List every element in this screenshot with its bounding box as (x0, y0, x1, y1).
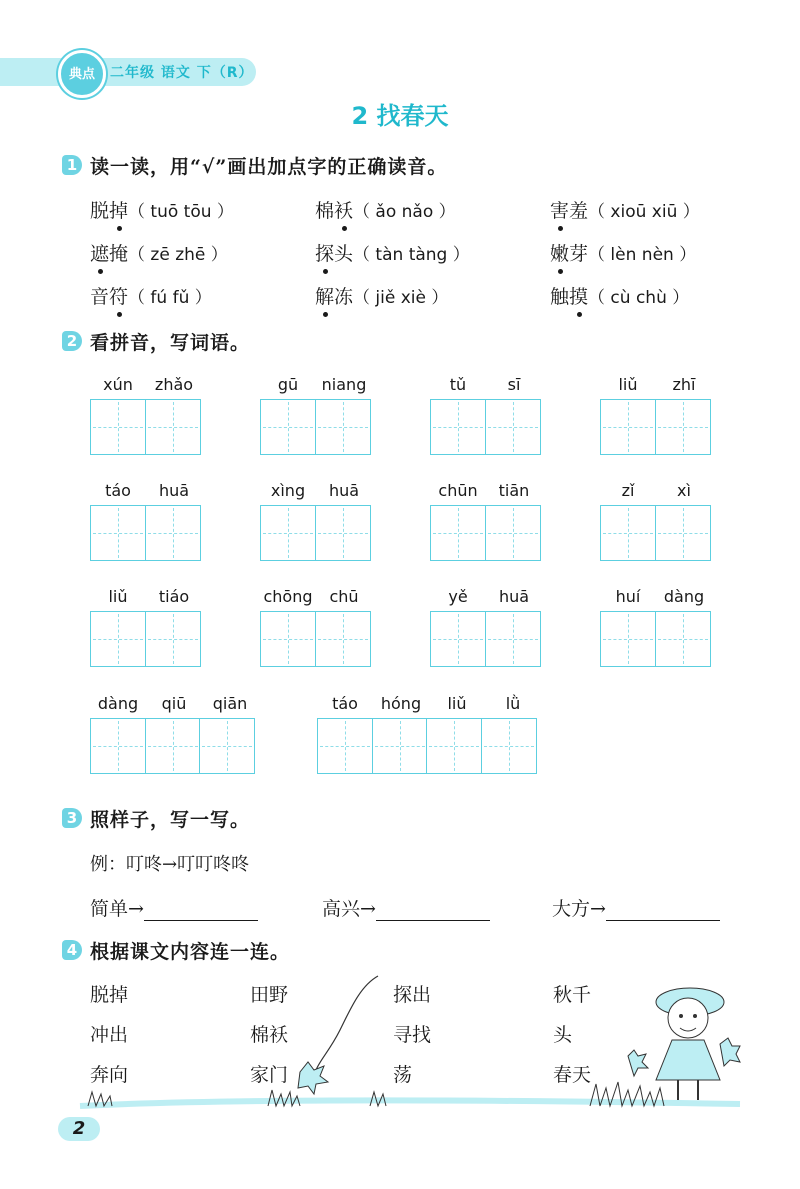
swing-line-icon (316, 976, 378, 1070)
writing-grid (600, 505, 711, 561)
q1-char: 羞 (569, 200, 589, 222)
pinyin-syllable: chūn (438, 481, 478, 500)
pinyin-syllable: chū (329, 587, 359, 606)
tianzige-cell[interactable] (600, 399, 656, 455)
pinyin-label (90, 375, 202, 394)
pinyin-label (90, 694, 258, 713)
tianzige-cell[interactable] (430, 611, 486, 667)
q1-pinyin-options[interactable]: （ tàn tàng ） (353, 245, 470, 265)
grade-label: 二年级 语文 下（R） (110, 65, 254, 81)
pinyin-syllable: dàng (663, 587, 705, 606)
writing-grid (90, 399, 201, 455)
q1-char: 害 (550, 200, 570, 222)
tianzige-cell[interactable] (145, 399, 201, 455)
q3-item-1-text: 简单→ (90, 898, 144, 920)
pinyin-syllable: zǐ (621, 481, 635, 500)
match-word[interactable]: 冲出 (90, 1024, 129, 1046)
q1-pinyin-options[interactable]: （ lèn nèn ） (588, 245, 697, 265)
pinyin-syllable: huí (615, 587, 641, 606)
question-number-1: 1 (62, 155, 82, 175)
q1-char: 芽 (569, 243, 589, 265)
match-word[interactable]: 棉袄 (250, 1024, 289, 1046)
q1-char: 掉 (109, 200, 129, 222)
pinyin-label (600, 375, 712, 394)
pinyin-syllable: qiān (212, 694, 248, 713)
tianzige-cell[interactable] (481, 718, 537, 774)
question-3-example: 例：叮咚→叮叮咚咚 (90, 854, 250, 875)
tianzige-cell[interactable] (315, 505, 371, 561)
pinyin-syllable: qiū (161, 694, 187, 713)
q3-item-2 (322, 894, 490, 921)
writing-grid (600, 399, 711, 455)
q1-item (315, 196, 456, 223)
writing-grid (430, 399, 541, 455)
writing-grid (317, 718, 537, 774)
pinyin-label (90, 587, 202, 606)
q3-item-3-text: 大方→ (552, 898, 606, 920)
answer-line[interactable] (376, 919, 490, 921)
tianzige-cell[interactable] (655, 611, 711, 667)
pinyin-syllable: xì (677, 481, 691, 500)
pinyin-syllable: yě (448, 587, 468, 606)
pinyin-syllable: liǔ (618, 375, 638, 394)
q1-char: 探 (315, 243, 335, 265)
decorative-illustration (0, 960, 800, 1120)
question-2-instruction: 看拼音，写词语。 (90, 332, 251, 354)
tianzige-cell[interactable] (145, 611, 201, 667)
q1-char: 掩 (109, 243, 129, 265)
match-word[interactable]: 寻找 (393, 1024, 432, 1046)
pinyin-syllable: huā (328, 481, 360, 500)
match-word[interactable]: 奔向 (90, 1064, 129, 1086)
q1-item (90, 196, 234, 223)
q1-pinyin-options[interactable]: （ ǎo nǎo ） (353, 202, 456, 222)
tianzige-cell[interactable] (485, 505, 541, 561)
pinyin-syllable: tiān (498, 481, 530, 500)
match-word[interactable]: 春天 (553, 1064, 592, 1086)
match-word[interactable]: 田野 (250, 984, 289, 1006)
pinyin-syllable: táo (332, 694, 358, 713)
pinyin-syllable: dàng (97, 694, 139, 713)
q1-char: 触 (550, 286, 570, 308)
ground-line (80, 1100, 740, 1106)
tianzige-cell[interactable] (372, 718, 428, 774)
pinyin-label (600, 481, 712, 500)
q1-item (315, 239, 470, 266)
q1-pinyin-options[interactable]: （ fú fǔ ） (128, 288, 212, 308)
leaf-icon (298, 1062, 328, 1094)
q1-char: 冻 (334, 286, 354, 308)
tianzige-cell[interactable] (426, 718, 482, 774)
pinyin-label (90, 481, 202, 500)
writing-grid (600, 611, 711, 667)
q1-item (90, 282, 212, 309)
tianzige-cell[interactable] (430, 399, 486, 455)
page-number: 2 (58, 1117, 100, 1141)
q1-pinyin-options[interactable]: （ zē zhē ） (128, 245, 228, 265)
tianzige-cell[interactable] (600, 505, 656, 561)
q1-char: 袄 (334, 200, 354, 222)
pinyin-syllable: niang (321, 375, 367, 394)
q1-item (550, 282, 689, 309)
q1-pinyin-options[interactable]: （ xioū xiū ） (588, 202, 700, 222)
pinyin-syllable: sī (507, 375, 521, 394)
tianzige-cell[interactable] (485, 399, 541, 455)
question-4-instruction: 根据课文内容连一连。 (90, 941, 291, 963)
q1-char: 遮 (90, 243, 110, 265)
q1-char: 符 (109, 286, 129, 308)
pinyin-syllable: lǜ (505, 694, 521, 713)
pinyin-syllable: zhǎo (154, 375, 194, 394)
tianzige-cell[interactable] (145, 505, 201, 561)
question-3-instruction: 照样子，写一写。 (90, 809, 251, 831)
tianzige-cell[interactable] (90, 505, 146, 561)
tianzige-cell[interactable] (655, 399, 711, 455)
tianzige-cell[interactable] (315, 399, 371, 455)
tianzige-cell[interactable] (260, 505, 316, 561)
writing-grid (90, 611, 201, 667)
tianzige-cell[interactable] (485, 611, 541, 667)
pinyin-label (260, 481, 372, 500)
q1-item (550, 196, 700, 223)
pinyin-syllable: chōng (263, 587, 313, 606)
q1-pinyin-options[interactable]: （ jiě xiè ） (353, 288, 449, 308)
q1-char: 棉 (315, 200, 335, 222)
match-word[interactable]: 脱掉 (90, 984, 129, 1006)
tianzige-cell[interactable] (315, 611, 371, 667)
pinyin-syllable: táo (105, 481, 131, 500)
q1-pinyin-options[interactable]: （ cù chù ） (588, 288, 690, 308)
pinyin-syllable: huā (158, 481, 190, 500)
pinyin-label (260, 375, 372, 394)
q1-char: 脱 (90, 200, 110, 222)
girl-icon (628, 988, 740, 1100)
q3-item-1 (90, 894, 258, 921)
pinyin-syllable: zhī (672, 375, 696, 394)
q1-pinyin-options[interactable]: （ tuō tōu ） (128, 202, 234, 222)
tianzige-cell[interactable] (90, 399, 146, 455)
tianzige-cell[interactable] (655, 505, 711, 561)
pinyin-syllable: gū (277, 375, 299, 394)
q1-char: 解 (315, 286, 335, 308)
q1-char: 音 (90, 286, 110, 308)
writing-grid (260, 611, 371, 667)
q1-char: 嫩 (550, 243, 570, 265)
pinyin-syllable: huā (498, 587, 530, 606)
q1-item (315, 282, 448, 309)
q1-item (550, 239, 696, 266)
question-1-instruction: 读一读，用“√”画出加点字的正确读音。 (90, 156, 448, 178)
answer-line[interactable] (144, 919, 258, 921)
q3-item-3 (552, 894, 720, 921)
q1-item (90, 239, 228, 266)
q1-char: 摸 (569, 286, 589, 308)
pinyin-label (430, 481, 542, 500)
logo-text: 典点 (68, 67, 95, 82)
tianzige-cell[interactable] (145, 718, 201, 774)
tianzige-cell[interactable] (90, 718, 146, 774)
tianzige-cell[interactable] (600, 611, 656, 667)
answer-line[interactable] (606, 919, 720, 921)
writing-grid (90, 718, 255, 774)
match-word[interactable]: 荡 (393, 1064, 413, 1086)
tianzige-cell[interactable] (317, 718, 373, 774)
pinyin-syllable: liǔ (108, 587, 128, 606)
question-number-3: 3 (62, 808, 82, 828)
match-word[interactable]: 头 (553, 1024, 573, 1046)
match-word[interactable]: 探出 (393, 984, 432, 1006)
page-title: 2 找春天 (351, 102, 449, 130)
question-number-2: 2 (62, 331, 82, 351)
tianzige-cell[interactable] (430, 505, 486, 561)
pinyin-syllable: xún (103, 375, 133, 394)
pinyin-label (260, 587, 372, 606)
writing-grid (260, 399, 371, 455)
pinyin-syllable: tǔ (449, 375, 467, 394)
pinyin-label (317, 694, 541, 713)
pinyin-syllable: xìng (270, 481, 306, 500)
tianzige-cell[interactable] (90, 611, 146, 667)
q1-char: 头 (334, 243, 354, 265)
pinyin-label (600, 587, 712, 606)
writing-grid (260, 505, 371, 561)
question-number-4: 4 (62, 940, 82, 960)
pinyin-label (430, 587, 542, 606)
match-word[interactable]: 秋千 (553, 984, 592, 1006)
tianzige-cell[interactable] (260, 611, 316, 667)
pinyin-syllable: hóng (380, 694, 422, 713)
writing-grid (430, 611, 541, 667)
tianzige-cell[interactable] (199, 718, 255, 774)
pinyin-label (430, 375, 542, 394)
q3-item-2-text: 高兴→ (322, 898, 376, 920)
pinyin-syllable: liǔ (447, 694, 467, 713)
match-word[interactable]: 家门 (250, 1064, 289, 1086)
tianzige-cell[interactable] (260, 399, 316, 455)
writing-grid (430, 505, 541, 561)
pinyin-syllable: tiáo (158, 587, 190, 606)
writing-grid (90, 505, 201, 561)
